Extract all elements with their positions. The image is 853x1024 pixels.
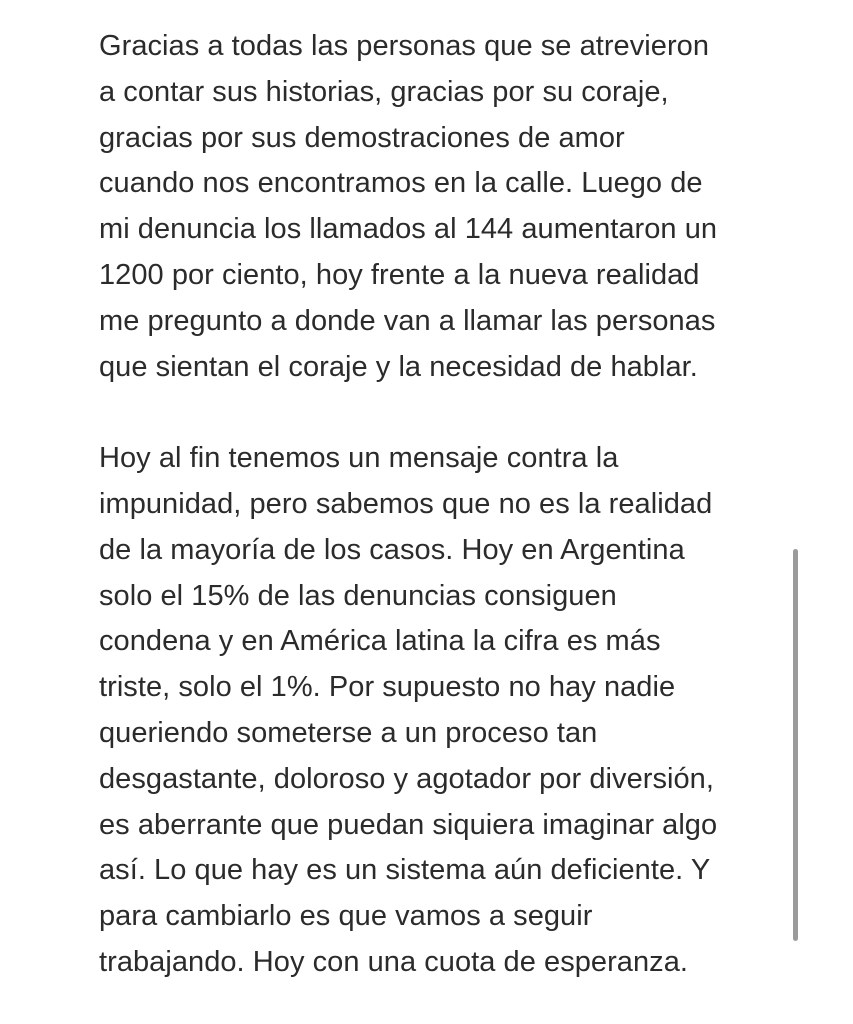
note-body — [99, 24, 779, 986]
text-line: condena y en América latina la cifra es más — [99, 625, 661, 658]
text-line: gracias por sus demostraciones de amor — [99, 121, 625, 154]
text-line: desgastante, doloroso y agotador por diversión, — [99, 762, 714, 795]
text-line: así. Lo que hay es un sistema aún deficiente. Y — [99, 854, 711, 887]
text-line: solo el 15% de las denuncias consiguen — [99, 579, 617, 612]
text-line: para cambiarlo es que vamos a seguir — [99, 900, 593, 933]
text-line: es aberrante que puedan siquiera imaginar algo — [99, 808, 718, 841]
text-line: impunidad, pero sabemos que no es la realidad — [99, 487, 713, 520]
text-line: 1200 por ciento, hoy frente a la nueva realidad — [99, 258, 700, 291]
text-line: trabajando. Hoy con una cuota de esperanza. — [99, 945, 689, 978]
paragraph-spacer — [99, 390, 779, 436]
paragraph-2 — [99, 436, 779, 986]
text-line: mi denuncia los llamados al 144 aumentaron un — [99, 213, 718, 246]
text-line: Hoy al fin tenemos un mensaje contra la — [99, 442, 619, 475]
scroll-indicator[interactable] — [793, 549, 798, 941]
text-line: triste, solo el 1%. Por supuesto no hay nadie — [99, 671, 676, 704]
text-line: cuando nos encontramos en la calle. Luego de — [99, 167, 703, 200]
text-line: me pregunto a donde van a llamar las personas — [99, 304, 716, 337]
text-line: que sientan el coraje y la necesidad de hablar. — [99, 350, 698, 383]
paragraph-1 — [99, 24, 779, 390]
text-line: Gracias a todas las personas que se atrevieron — [99, 30, 710, 62]
text-line: a contar sus historias, gracias por su coraje, — [99, 75, 669, 108]
text-line: de la mayoría de los casos. Hoy en Argentina — [99, 533, 685, 566]
text-line: queriendo someterse a un proceso tan — [99, 716, 598, 749]
